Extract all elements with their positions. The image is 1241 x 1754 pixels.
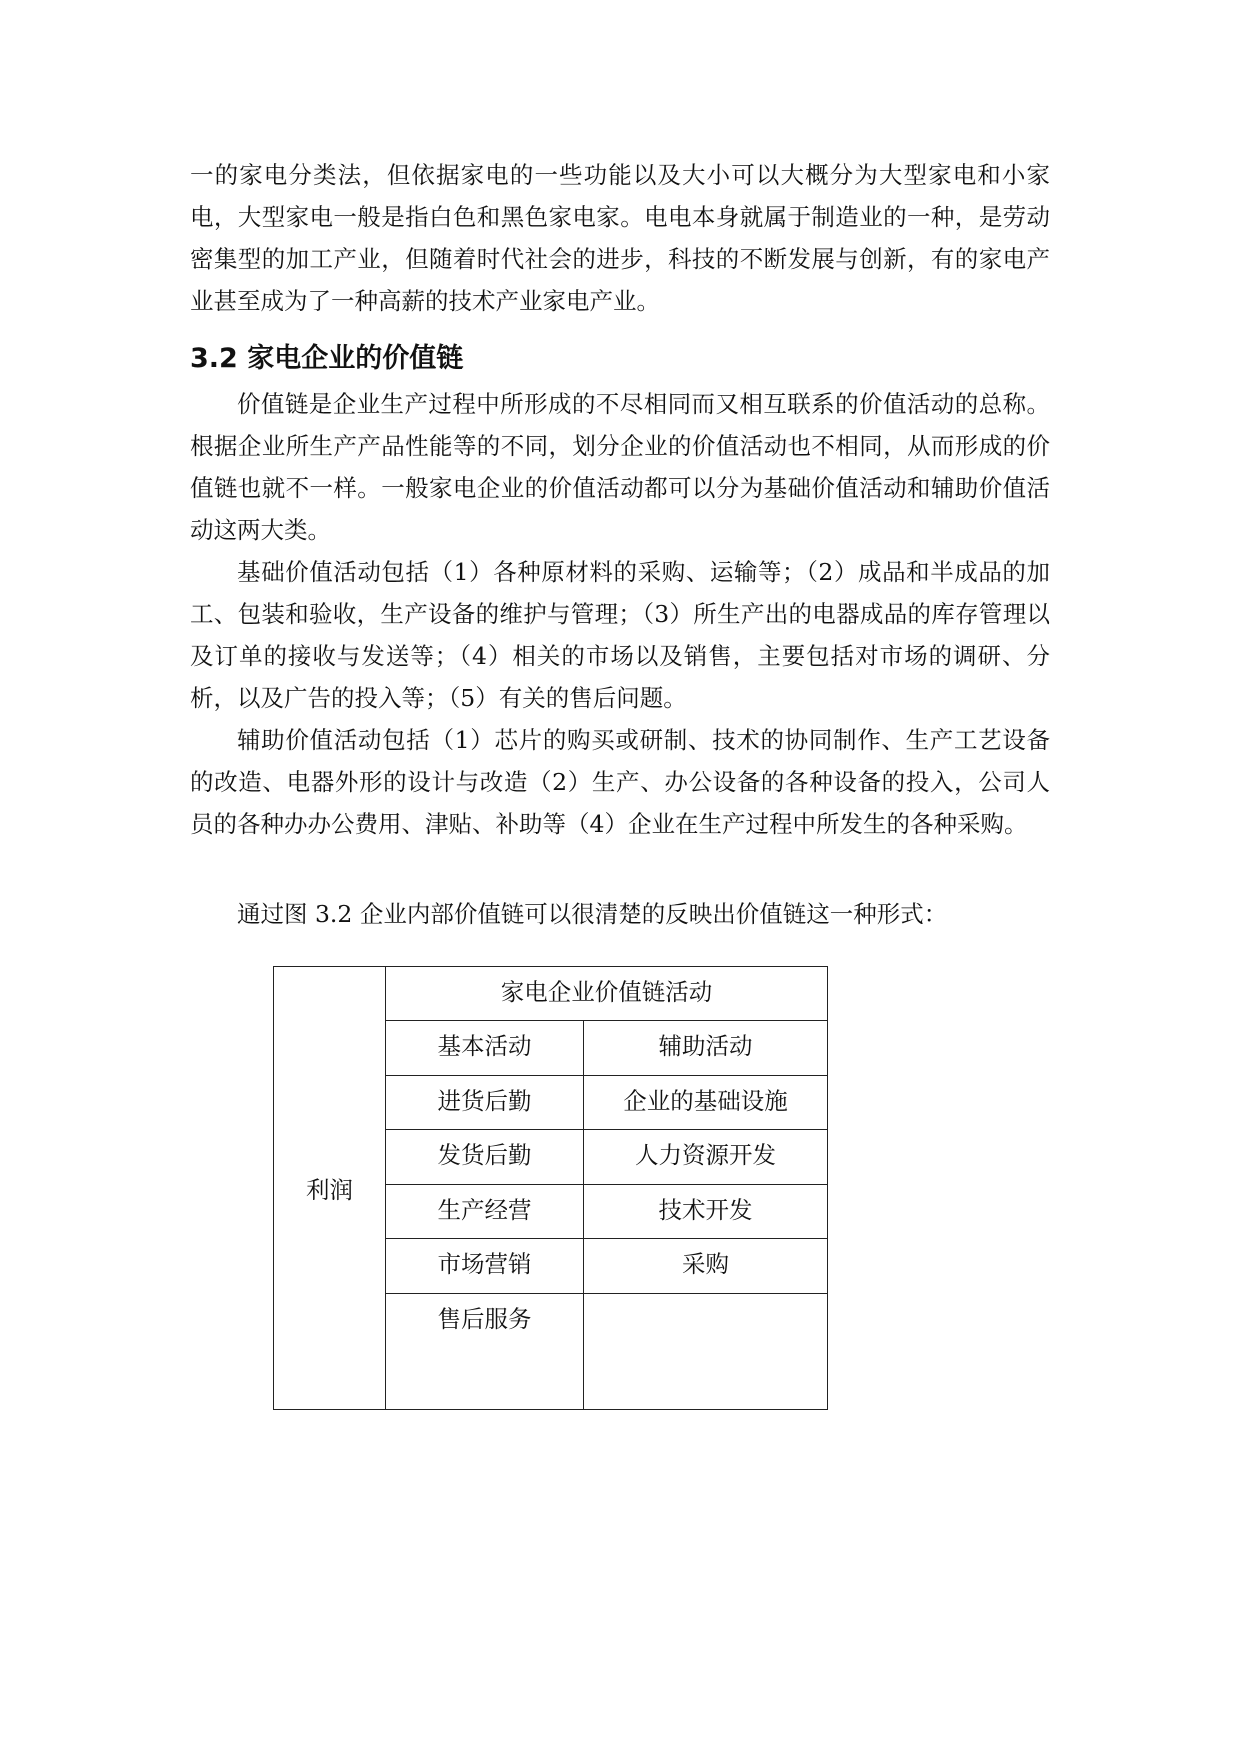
support-activity-cell: 采购 bbox=[584, 1239, 828, 1293]
paragraph-primary-activities: 基础价值活动包括（1）各种原材料的采购、运输等；（2）成品和半成品的加工、包装和验收，生产设备的维护与管理；（3）所生产出的电器成品的库存管理以及订单的接收与发送等；（4）相关的市场以及销售，主要包括对市场的调研、分析，以及广告的投入等；（5）有关的售后问题。 bbox=[190, 558, 1050, 712]
support-activity-cell: 企业的基础设施 bbox=[584, 1075, 828, 1129]
header-primary-activities: 基本活动 bbox=[386, 1021, 584, 1075]
table-title-cell: 家电企业价值链活动 bbox=[386, 967, 828, 1021]
paragraph-support-activities: 辅助价值活动包括（1）芯片的购买或研制、技术的协同制作、生产工艺设备的改造、电器外形的设计与改造（2）生产、办公设备的各种设备的投入，公司人员的各种办办公费用、津贴、补助等（4）企业在生产过程中所发生的各种采购。 bbox=[190, 726, 1050, 838]
table-row bbox=[274, 967, 828, 1021]
paragraph-figure-intro: 通过图 3.2 企业内部价值链可以很清楚的反映出价值链这一种形式： bbox=[237, 900, 948, 928]
value-chain-table bbox=[273, 966, 828, 1410]
header-support-activities: 辅助活动 bbox=[584, 1021, 828, 1075]
primary-activity-cell: 生产经营 bbox=[386, 1184, 584, 1238]
primary-activity-cell: 发货后勤 bbox=[386, 1130, 584, 1184]
profit-cell: 利润 bbox=[274, 967, 386, 1410]
primary-activity-cell: 市场营销 bbox=[386, 1239, 584, 1293]
support-activity-cell: 人力资源开发 bbox=[584, 1130, 828, 1184]
section-heading: 3.2 家电企业的价值链 bbox=[190, 343, 464, 374]
support-activity-cell: 技术开发 bbox=[584, 1184, 828, 1238]
paragraph-appliance-classification: 一的家电分类法，但依据家电的一些功能以及大小可以大概分为大型家电和小家电，大型家电一般是指白色和黑色家电家。电电本身就属于制造业的一种，是劳动密集型的加工产业，但随着时代社会的进步，科技的不断发展与创新，有的家电产业甚至成为了一种高薪的技术产业家电产业。 bbox=[190, 161, 1050, 315]
primary-activity-cell: 进货后勤 bbox=[386, 1075, 584, 1129]
support-activity-cell bbox=[584, 1293, 828, 1409]
paragraph-value-chain-definition: 价值链是企业生产过程中所形成的不尽相同而又相互联系的价值活动的总称。根据企业所生产产品性能等的不同，划分企业的价值活动也不相同，从而形成的价值链也就不一样。一般家电企业的价值活动都可以分为基础价值活动和辅助价值活动这两大类。 bbox=[190, 390, 1050, 544]
primary-activity-cell: 售后服务 bbox=[386, 1293, 584, 1409]
